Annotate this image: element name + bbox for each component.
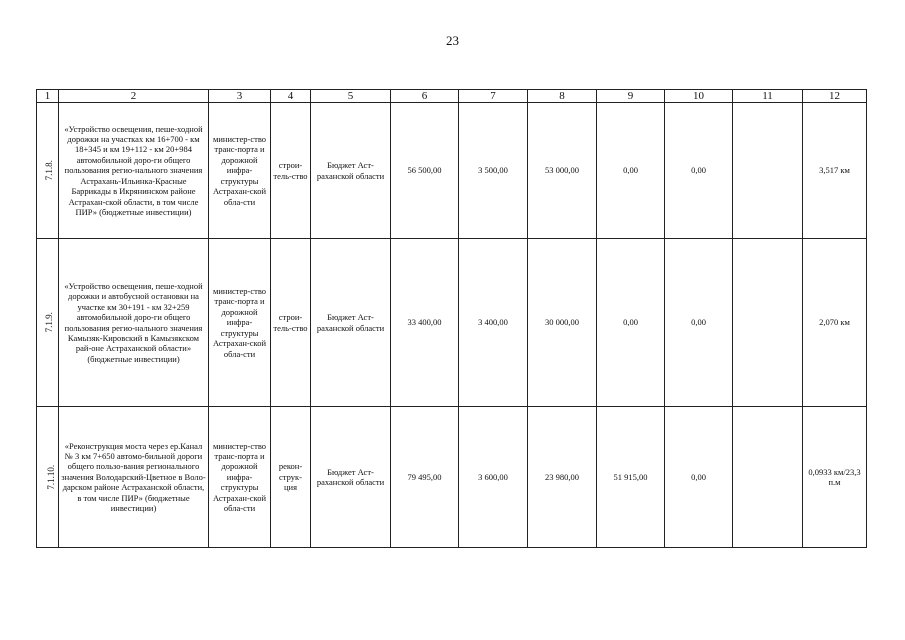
table-row — [37, 407, 867, 548]
table-row — [37, 239, 867, 407]
work-type-cell: рекон-струк-ция — [271, 407, 311, 548]
row-number: 7.1.10. — [46, 464, 57, 490]
header-row — [37, 90, 867, 103]
funding-source-cell: Бюджет Аст-раханской области — [311, 407, 391, 548]
amount-cell: 23 980,00 — [528, 407, 597, 548]
funding-source-cell: Бюджет Аст-раханской области — [311, 239, 391, 407]
header-cell: 3 — [209, 90, 271, 103]
header-cell: 1 — [37, 90, 59, 103]
row-number: 7.1.8. — [43, 160, 54, 181]
header-cell: 2 — [59, 90, 209, 103]
project-name-cell — [59, 103, 209, 239]
capacity-cell: 3,517 км — [803, 103, 867, 239]
header-cell: 4 — [271, 90, 311, 103]
amount-cell — [733, 103, 803, 239]
amount-cell: 33 400,00 — [391, 239, 459, 407]
amount-cell: 3 400,00 — [459, 239, 528, 407]
header-cell: 10 — [665, 90, 733, 103]
amount-cell: 53 000,00 — [528, 103, 597, 239]
header-cell: 6 — [391, 90, 459, 103]
project-name: «Устройство освещения, пеше-ходной дорожки на участках км 16+700 - км 18+345 и км 19+112 - км 20+984 автомобильной доро-ги общего пользования регио-нального значения Астрахань-Ильинка-Красные Баррикады в Икрянинском районе Астрахан-ской области, в том числе ПИР» (бюджетные инвестиции) — [64, 123, 203, 217]
executor-cell: министер-ство транс-порта и дорожной инфра-структуры Астрахан-ской обла-сти — [209, 239, 271, 407]
amount-cell: 0,00 — [665, 103, 733, 239]
executor-cell: министер-ство транс-порта и дорожной инфра-структуры Астрахан-ской обла-сти — [209, 407, 271, 548]
project-name-cell — [59, 239, 209, 407]
amount-cell: 3 500,00 — [459, 103, 528, 239]
header-cell: 9 — [597, 90, 665, 103]
page-number: 23 — [446, 33, 459, 48]
amount-cell — [733, 239, 803, 407]
work-type-cell: строи-тель-ство — [271, 239, 311, 407]
executor-cell: министер-ство транс-порта и дорожной инфра-структуры Астрахан-ской обла-сти — [209, 103, 271, 239]
header-cell: 8 — [528, 90, 597, 103]
project-name: «Устройство освещения, пеше-ходной дорожки и автобусной остановки на участке км 30+191 - км 32+259 автомобильной доро-ги общего пользования регио-нального значения Камызяк-Кировский в Камызякском рай-оне Астраханской области» (бюджетные инвестиции) — [64, 280, 203, 364]
amount-cell: 0,00 — [665, 239, 733, 407]
amount-cell: 51 915,00 — [597, 407, 665, 548]
amount-cell: 0,00 — [665, 407, 733, 548]
amount-cell: 56 500,00 — [391, 103, 459, 239]
amount-cell — [733, 407, 803, 548]
row-number: 7.1.9. — [43, 312, 54, 333]
amount-cell: 0,00 — [597, 103, 665, 239]
program-table — [36, 89, 867, 548]
row-number-cell — [37, 239, 59, 407]
amount-cell: 3 600,00 — [459, 407, 528, 548]
capacity-cell: 0,0933 км/23,3 п.м — [803, 407, 867, 548]
row-number-cell — [37, 407, 59, 548]
amount-cell: 30 000,00 — [528, 239, 597, 407]
amount-cell: 79 495,00 — [391, 407, 459, 548]
project-name: «Реконструкция моста через ер.Канал № 3 км 7+650 автомо-бильной дороги общего пользо-вания регионального значения Володарский-Цветное в Воло-дарском районе Астраханской области, в том числе ПИР» (бюджетные инвестиции) — [61, 440, 206, 514]
project-name-cell — [59, 407, 209, 548]
funding-source-cell: Бюджет Аст-раханской области — [311, 103, 391, 239]
capacity-cell: 2,070 км — [803, 239, 867, 407]
header-cell: 12 — [803, 90, 867, 103]
header-cell: 7 — [459, 90, 528, 103]
header-cell: 5 — [311, 90, 391, 103]
work-type-cell: строи-тель-ство — [271, 103, 311, 239]
header-cell: 11 — [733, 90, 803, 103]
amount-cell: 0,00 — [597, 239, 665, 407]
row-number-cell — [37, 103, 59, 239]
table-row — [37, 103, 867, 239]
